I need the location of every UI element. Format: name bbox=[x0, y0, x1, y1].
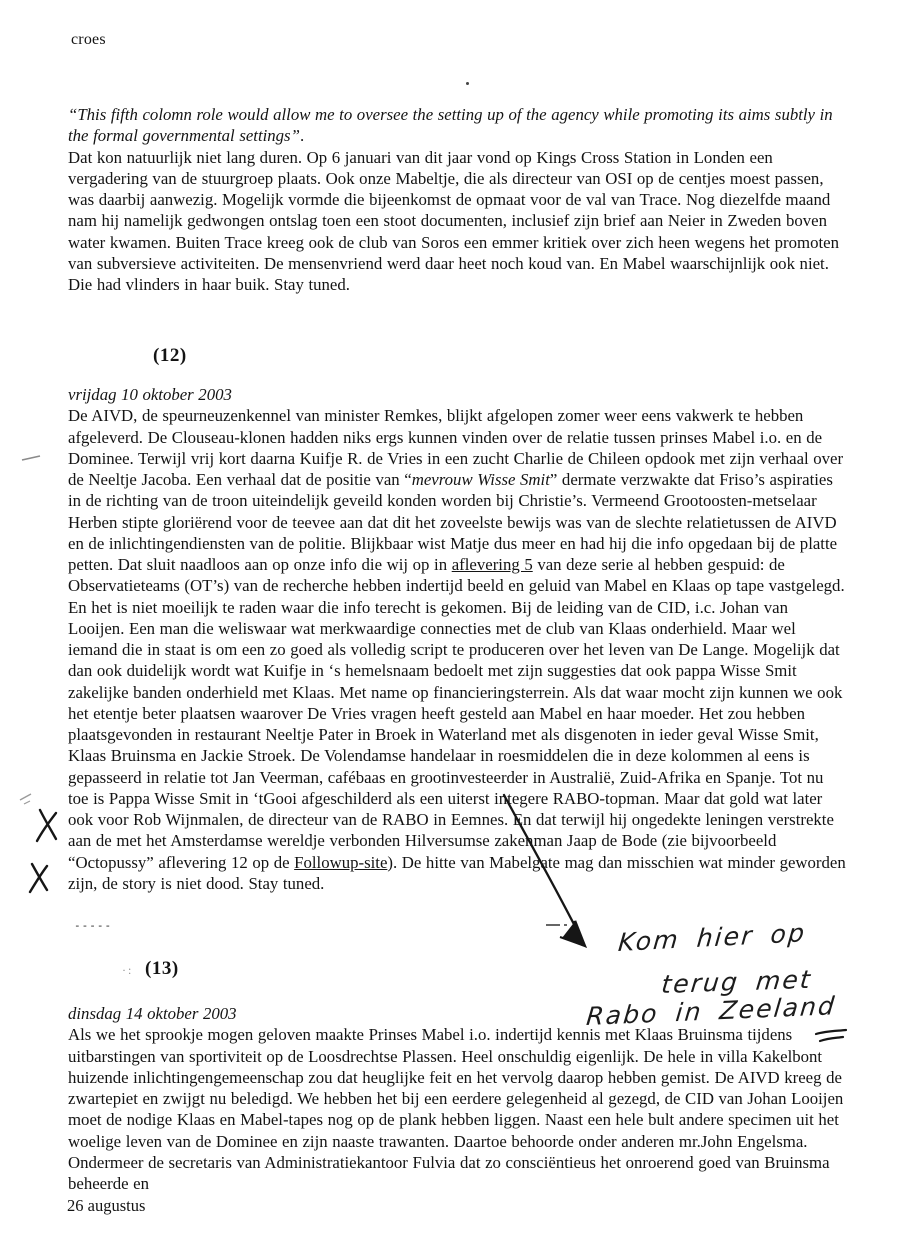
section-13-heading: (13) bbox=[145, 958, 179, 979]
section-12-heading: (12) bbox=[153, 345, 187, 366]
section-13-paragraph: Als we het sprookje mogen geloven maakte Prinses Mabel i.o. indertijd kennis met Klaas Bruinsma tijdens uitbarstingen van sportiviteit op de Loosdrechtse Plassen. Heel onschuldig eigenlijk. De hele in villa Kakelbont huizende inlichtingengemeenschap zou dat heuglijke feit en het vervolg daarop hebben gemist. De AIVD kreeg de zwartepiet en zwijgt nu beledigd. We hebben het bij een eerdere gelegenheid al gezegd, de CID van Johan Looijen moet de nodige Klaas en Mabel-tapes nog op de plank hebben liggen. Naast een hele bult andere specimen uit het woelige leven van de Dominee en zijn naaste trawanten. Daartoe behoorde onder anderen mr.John Engelsma. Ondermeer de secretaris van Administratiekantoor Fulvia dat zo consciëntieus het onroerend goed van Bruinsma beheerde en bbox=[68, 1025, 844, 1193]
margin-dash-mark bbox=[22, 456, 40, 460]
handwritten-note-line-1: Kom hier op bbox=[617, 918, 808, 957]
handwritten-note-line-2: terug met bbox=[660, 964, 814, 999]
section-12-block bbox=[68, 384, 848, 894]
margin-dash-mark bbox=[20, 794, 31, 804]
ink-speck bbox=[466, 82, 469, 85]
handwritten-note-line-3: Rabo in Zeeland bbox=[585, 991, 838, 1031]
ink-speck: ·: bbox=[122, 963, 134, 977]
link-aflevering-5: aflevering 5 bbox=[451, 555, 533, 574]
opening-quote: “This fifth colomn role would allow me to oversee the setting up of the agency while promoting its aims subtly in the formal governmental settings”. bbox=[68, 105, 833, 146]
opening-block bbox=[68, 104, 848, 295]
link-followup-site: Followup-site bbox=[294, 852, 388, 872]
page-footer: 26 augustus bbox=[67, 1196, 146, 1215]
section-12-paragraph: De AIVD, de speurneuzenkennel van minister Remkes, blijkt afgelopen zomer weer eens vakwerk te hebben afgeleverd. De Clouseau-klonen hadden niks ergs kunnen vinden over de relatie tussen prinses Mabel i.o. en de Dominee. Terwijl vrij kort daarna Kuifje R. de Vries in een zucht Charlie de Chileen opdook met zijn verhaal over de Neeltje Jacoba. Een verhaal dat de positie van “mevrouw Wisse Smit” dermate verzwakte dat Friso’s aspiraties in de richting van de troon uiteindelijk geveild konden worden bij Christie’s. Vermeend Grootoosten-metselaar Herben stipte gloriërend voor de teevee aan dat dit het zoveelste bewijs was van de slechte relatietussen de AIVD en de inlichtingendiensten van de politie. Blijkbaar wist Matje dus meer en had hij die info opgedaan bij de platte petten. Dat sluit naadloos aan op onze info die wij op in aflevering 5 van deze serie al hebben gespuid: de Observatieteams (OT’s) van de recherche hebben indertijd beeld en geluid van Mabel en Klaas op tape vastgelegd. En het is niet moeilijk te raden waar die info terecht is gekomen. Bij de leiding van de CID, i.c. Johan van Looijen. Een man die weliswaar wat merkwaardige connecties met de club van Klaas onderhield. Maar wel iemand die in staat is om een zo goed als volledig script te produceren over het leven van De Lange. Mogelijk dat dan ook duidelijk wordt wat Kuifje in ‘s hemelsnaam bedoelt met zijn suggesties dat ook pappa Wisse Smit zakelijke banden onderhield met Klaas. Met name op financieringsterrein. Als dat waar mocht zijn kunnen we ook het etentje beter plaatsen waarover De Vries vragen heeft gesteld aan Mabel en haar moeder. Het zou hebben plaatsgevonden in restaurant Neeltje Pater in Broek in Waterland met als disgenoten in ieder geval Wisse Smit, Klaas Bruinsma en Jackie Stroek. De Volendamse handelaar in roesmiddelen die in deze kolommen al eens is gepasseerd in relatie tot Jan Veerman, cafébaas en grootinvesteerder in Australië, Zuid-Afrika en Spanje. Tot nu toe is Pappa Wisse Smit in ‘tGooi afgeschilderd als een uiterst integere RABO-topman. Maar dat gold wat later ook voor Rob Wijnmalen, de directeur van de RABO in Eemnes. En dat terwijl hij ongedekte leningen verstrekte aan de met het Amsterdamse wereldje verbonden Hilversumse zakenman Jaap de Bode (zie bijvoorbeeld “Octopussy” aflevering 12 op de Followup-site). De hitte van Mabelgate mag dan misschien wat minder geworden zijn, de story is niet dood. Stay tuned. bbox=[68, 406, 846, 893]
x-mark-annotation bbox=[37, 810, 56, 841]
section-13-block bbox=[68, 1003, 848, 1194]
section-12-date: vrijdag 10 oktober 2003 bbox=[68, 385, 232, 404]
x-mark-annotation bbox=[30, 864, 47, 892]
section-13-date: dinsdag 14 oktober 2003 bbox=[68, 1004, 237, 1023]
page-header: croes bbox=[71, 31, 106, 48]
separator-dashes: ----- bbox=[74, 919, 113, 932]
opening-paragraph: Dat kon natuurlijk niet lang duren. Op 6 januari van dit jaar vond op Kings Cross Station in Londen een vergadering van de stuurgroep plaats. Ook onze Mabeltje, die als directeur van OSI op de centjes moest passen, was daarbij aanwezig. Mogelijk vormde die bijeenkomst de opmaat voor de val van Trace. Nog diezelfde maand nam hij namelijk gedwongen ontslag toen een stoot documenten, inclusief zijn brief aan Neier in Zweden boven water kwamen. Buiten Trace kreeg ook de club van Soros een emmer kritiek over zich heen wegens het promoten van subversieve activiteiten. De mensenvriend werd daar heet noch koud van. En Mabel waarschijnlijk ook niet. Die had vlinders in haar buik. Stay tuned. bbox=[68, 147, 839, 294]
